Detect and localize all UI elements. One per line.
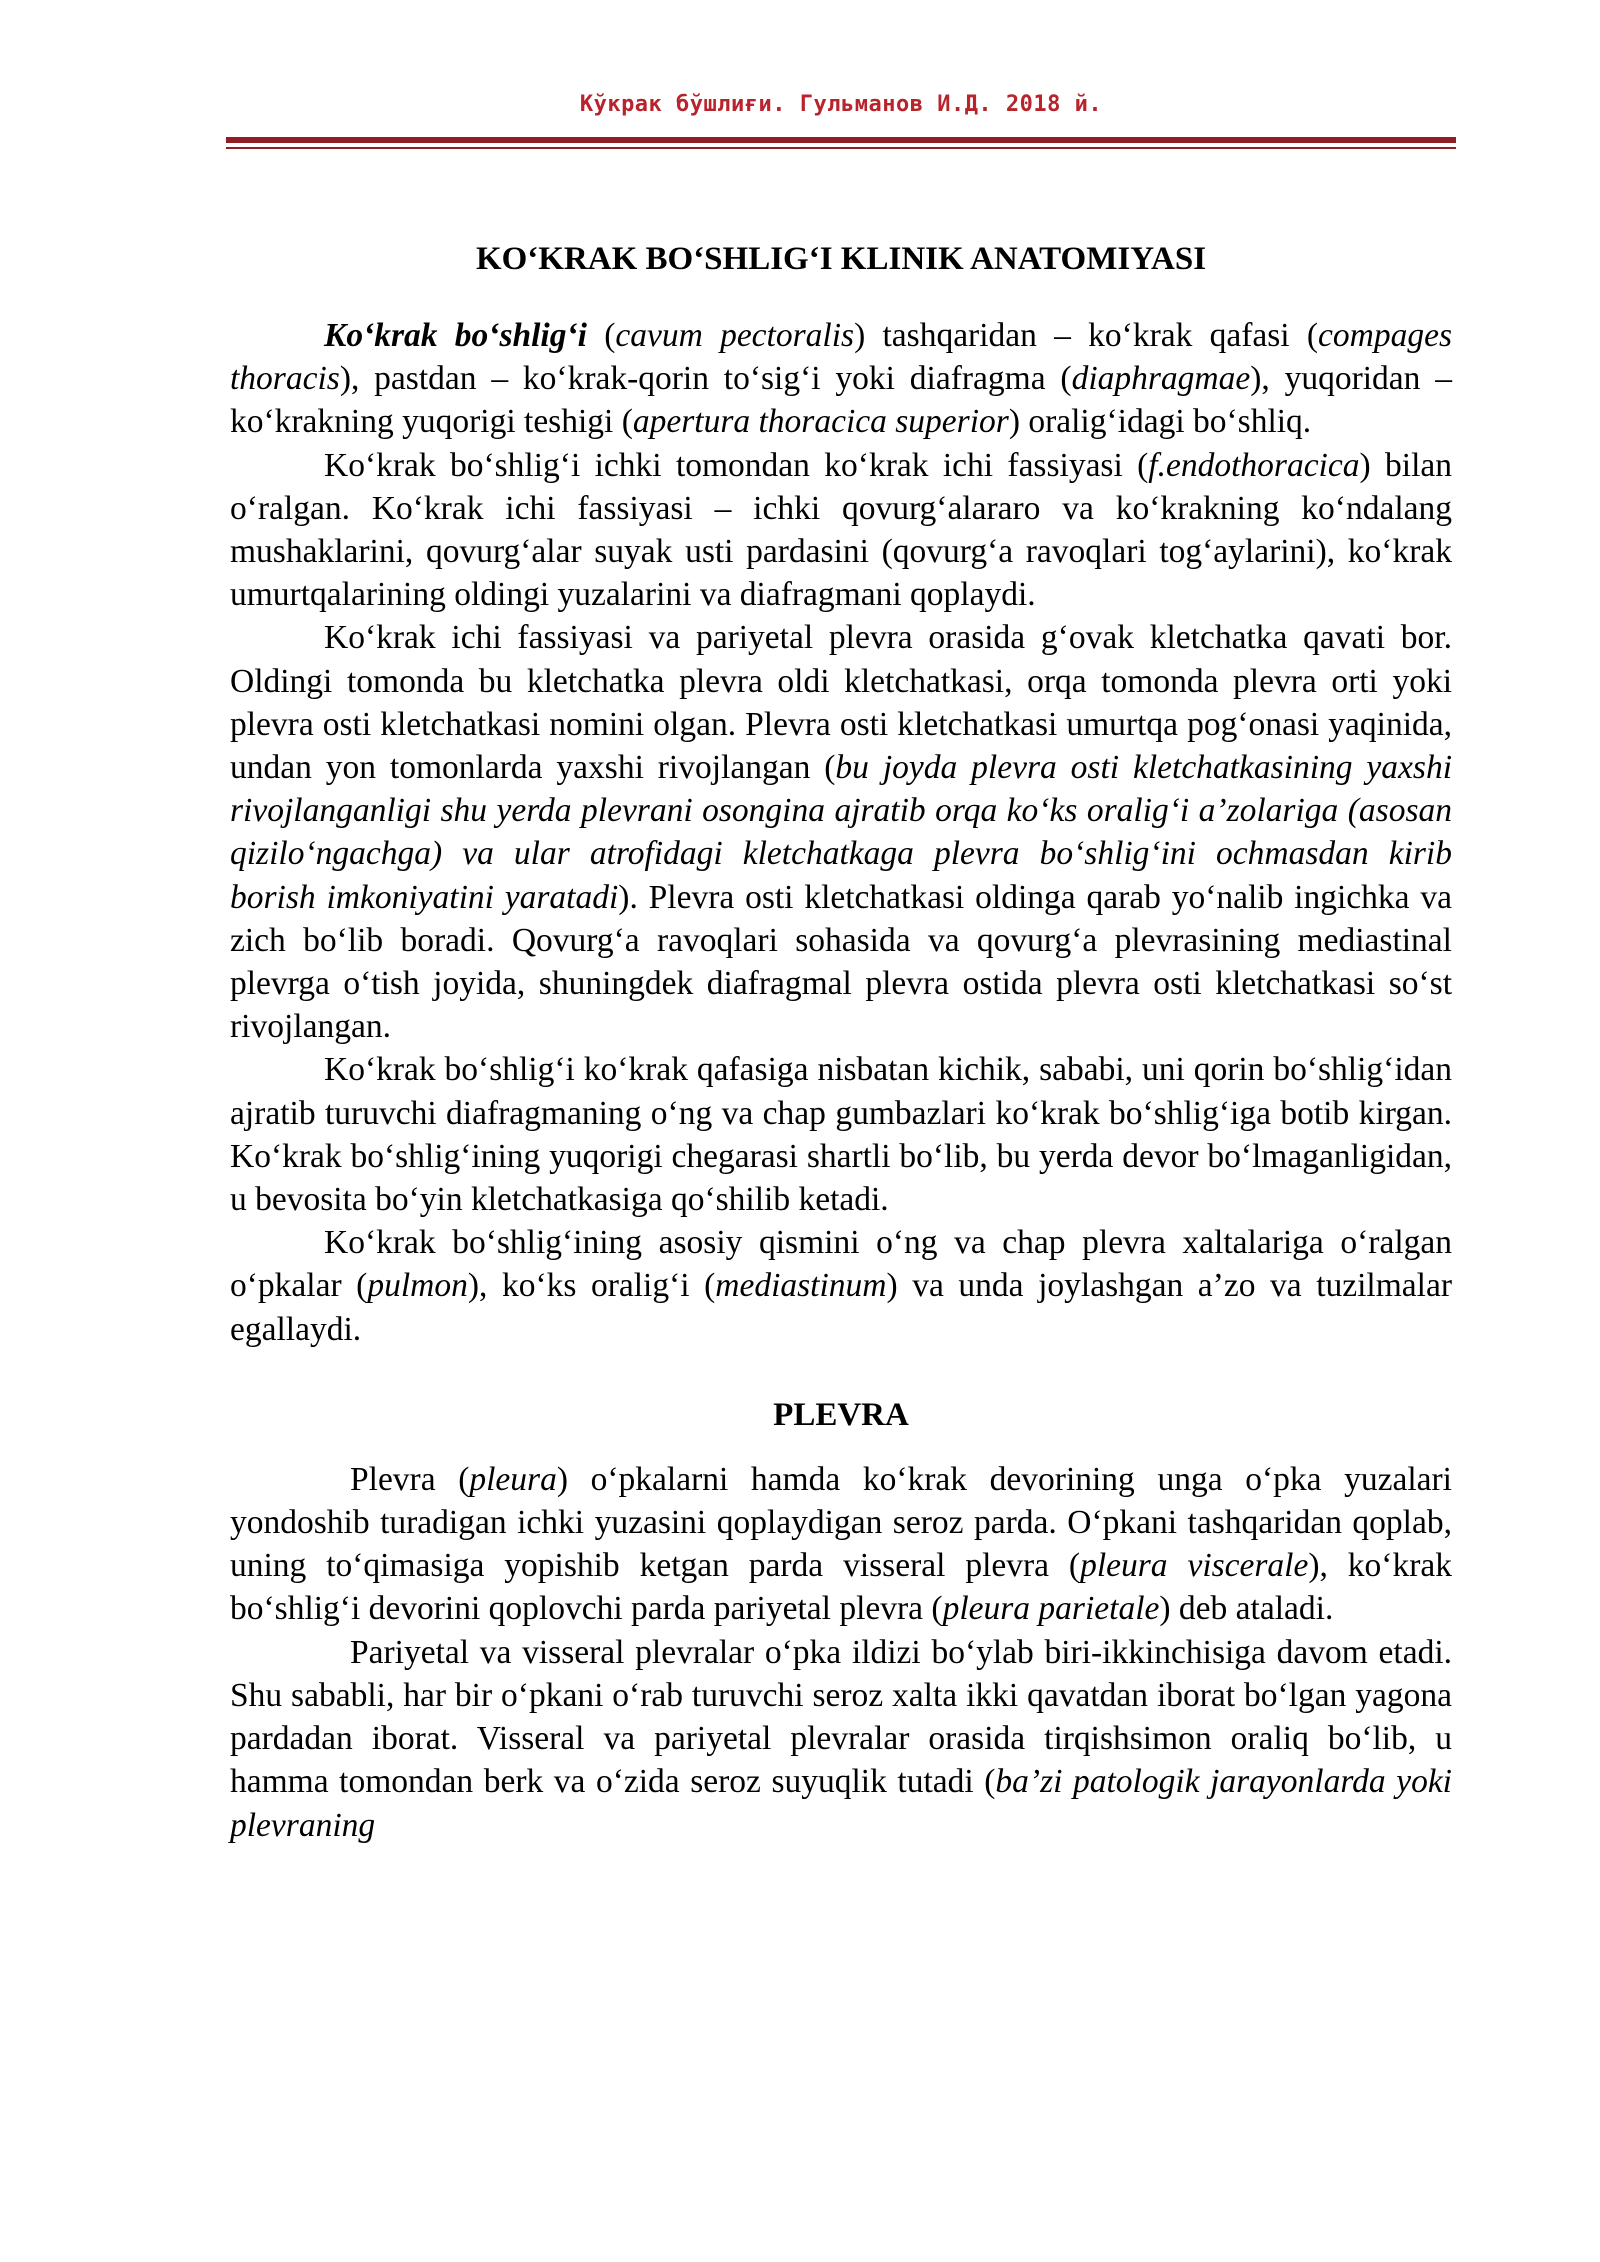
document-body [230, 238, 1452, 1847]
paragraph-1: Ko‘krak bo‘shlig‘i (cavum pectoralis) tashqaridan – ko‘krak qafasi (compages thoracis), pastdan – ko‘krak-qorin to‘sig‘i yoki diafragma (diaphragmae), yuqoridan – ko‘krakning yuqorigi teshigi (apertura thoracica superior) oralig‘idagi bo‘shliq. [230, 317, 1452, 441]
section-title: KO‘KRAK BO‘SHLIG‘I KLINIK ANATOMIYASI [475, 241, 1207, 277]
running-header: Кўкрак бўшлиғи. Гульманов И.Д. 2018 й. [579, 92, 1103, 117]
paragraph-5: Ko‘krak bo‘shlig‘ining asosiy qismini o‘ng va chap plevra xaltalariga o‘ralgan o‘pkalar (pulmon), ko‘ks oralig‘i (mediastinum) va unda joylashgan a’zo va tuzilmalar egallaydi. [230, 1224, 1452, 1348]
paragraph-2: Ko‘krak bo‘shlig‘i ichki tomondan ko‘krak ichi fassiyasi (f.endothoracica) bilan o‘ralgan. Ko‘krak ichi fassiyasi – ichki qovurg‘alararo va ko‘krakning ko‘ndalang mushaklarini, qovurg‘alar suyak usti pardasini (qovurg‘a ravoqlari tog‘aylarini), ko‘krak umurtqalarining oldingi yuzalarini va diafragmani qoplaydi. [230, 446, 1452, 614]
section-title-plevra: PLEVRA [773, 1396, 909, 1433]
paragraph-4: Ko‘krak bo‘shlig‘i ko‘krak qafasiga nisbatan kichik, sababi, uni qorin bo‘shlig‘idan ajratib turuvchi diafragmaning o‘ng va chap gumbazlari ko‘krak bo‘shlig‘iga botib kirgan. Ko‘krak bo‘shlig‘ining yuqorigi chegarasi shartli bo‘lib, bu yerda devor bo‘lmaganligidan, u bevosita bo‘yin kletchatkasiga qo‘shilib ketadi. [230, 1051, 1452, 1219]
header-rule-thick [226, 137, 1456, 143]
header-rule-thin [226, 147, 1456, 149]
paragraph-3: Ko‘krak ichi fassiyasi va pariyetal plevra orasida g‘ovak kletchatka qavati bor. Oldingi tomonda bu kletchatka plevra oldi kletchatkasi, orqa tomonda plevra orti yoki plevra osti kletchatkasi nomini olgan. Plevra osti kletchatkasi umurtqa pog‘onasi yaqinida, undan yon tomonlarda yaxshi rivojlangan (bu joyda plevra osti kletchatkasining yaxshi rivojlanganligi shu yerda plevrani osongina ajratib orqa ko‘ks oralig‘i a’zolariga (asosan qizilo‘ngachga) va ular atrofidagi kletchatkaga plevra bo‘shlig‘ini ochmasdan kirib borish imkoniyatini yaratadi). Plevra osti kletchatkasi oldinga qarab yo‘nalib ingichka va zich bo‘lib boradi. Qovurg‘a ravoqlari sohasida va qovurg‘a plevrasining mediastinal plevrga o‘tish joyida, shuningdek diafragmal plevra ostida plevra osti kletchatkasi so‘st rivojlangan. [230, 619, 1453, 1046]
paragraph-6: Plevra (pleura) o‘pkalarni hamda ko‘krak devorining unga o‘pka yuzalari yondoshib turadigan ichki yuzasini qoplaydigan seroz parda. O‘pkani tashqaridan qoplab, uning to‘qimasiga yopishib ketgan parda visseral plevra (pleura viscerale), ko‘krak bo‘shlig‘i devorini qoplovchi parda pariyetal plevra (pleura parietale) deb ataladi. [230, 1460, 1452, 1628]
term: Ko‘krak bo‘shlig‘i [324, 317, 587, 354]
paragraph-7: Pariyetal va visseral plevralar o‘pka ildizi bo‘ylab biri-ikkinchisiga davom etadi. Shu sababli, har bir o‘pkani o‘rab turuvchi seroz xalta ikki qavatdan iborat bo‘lgan yagona pardadan iborat. Visseral va pariyetal plevralar orasida tirqishsimon oraliq bo‘lib, u hamma tomondan berk va o‘zida seroz suyuqlik tutadi (ba’zi patologik jarayonlarda yoki plevraning [230, 1633, 1452, 1844]
